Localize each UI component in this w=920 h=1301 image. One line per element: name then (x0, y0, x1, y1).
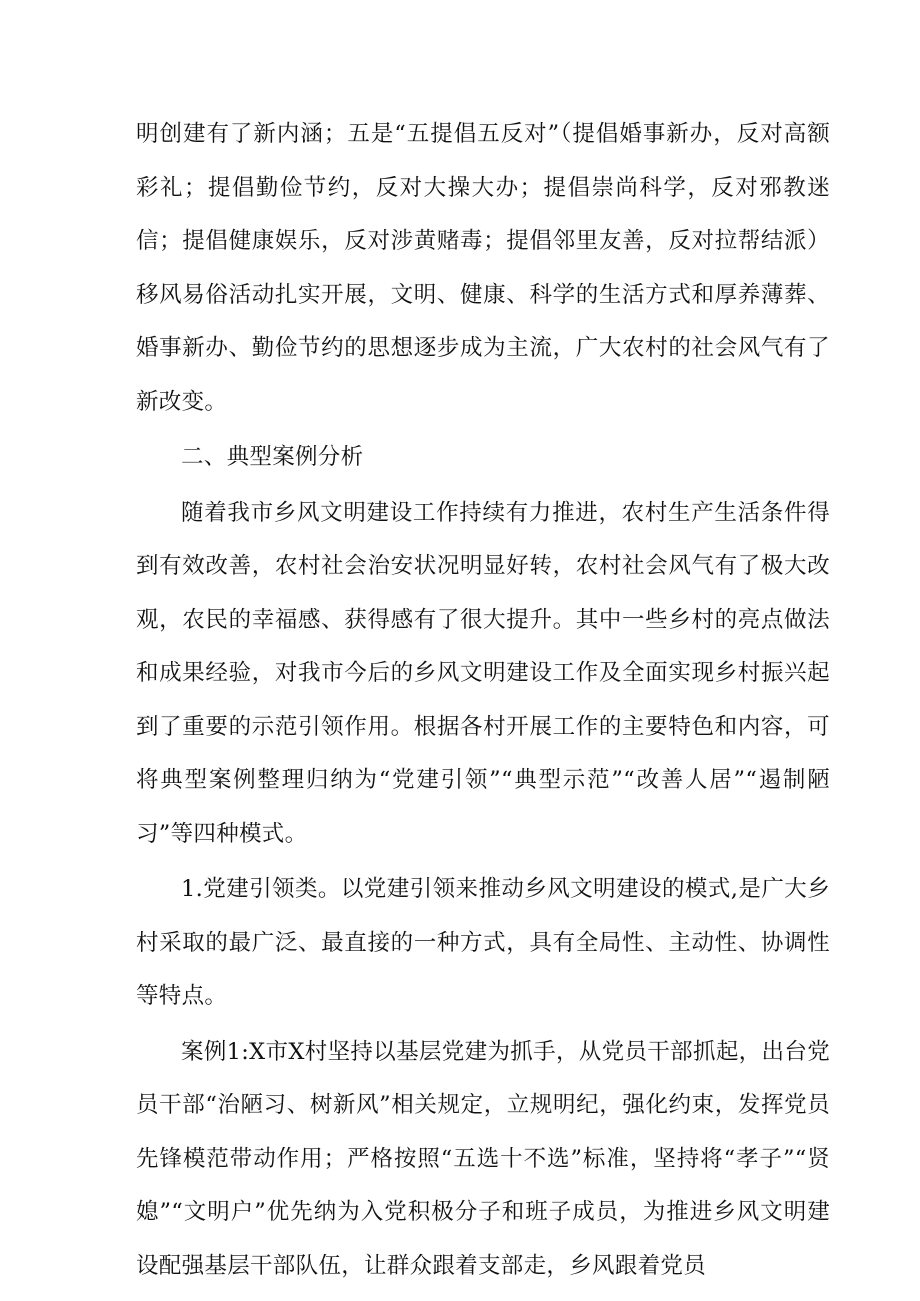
section-heading: 二、典型案例分析 (181, 444, 364, 470)
body-paragraph-4: 案例1:X市X村坚持以基层党建为抓手，从党员干部抓起，出台党员干部“治陋习、树新风”相关规定，立规明纪，强化约束，发挥党员先锋模范带动作用；严格按照“五选十不选”标准，坚持将“孝子”“贤媳”“文明户”优先纳为入党积极分子和班子成员，为推进乡风文明建设配强基层干部队伍，让群众跟着支部走，乡风跟着党员 (136, 1038, 830, 1279)
body-paragraph-3: 1.党建引领类。以党建引领来推动乡风文明建设的模式,是广大乡村采取的最广泛、最直接的一种方式，具有全局性、主动性、协调性等特点。 (136, 876, 830, 1009)
body-paragraph-2: 随着我市乡风文明建设工作持续有力推进，农村生产生活条件得到有效改善，农村社会治安状况明显好转，农村社会风气有了极大改观，农民的幸福感、获得感有了很大提升。其中一些乡村的亮点做法和成果经验，对我市今后的乡风文明建设工作及全面实现乡村振兴起到了重要的示范引领作用。根据各村开展工作的主要特色和内容，可将典型案例整理归纳为“党建引领”“典型示范”“改善人居”“遏制陋习”等四种模式。 (136, 499, 830, 847)
body-paragraph-1: 明创建有了新内涵；五是“五提倡五反对”（提倡婚事新办，反对高额彩礼；提倡勤俭节约，反对大操大办；提倡崇尚科学，反对邪教迷信；提倡健康娱乐，反对涉黄赌毒；提倡邻里友善，反对拉帮结派）移风易俗活动扎实开展，文明、健康、科学的生活方式和厚养薄葬、婚事新办、勤俭节约的思想逐步成为主流，广大农村的社会风气有了新改变。 (136, 121, 830, 415)
